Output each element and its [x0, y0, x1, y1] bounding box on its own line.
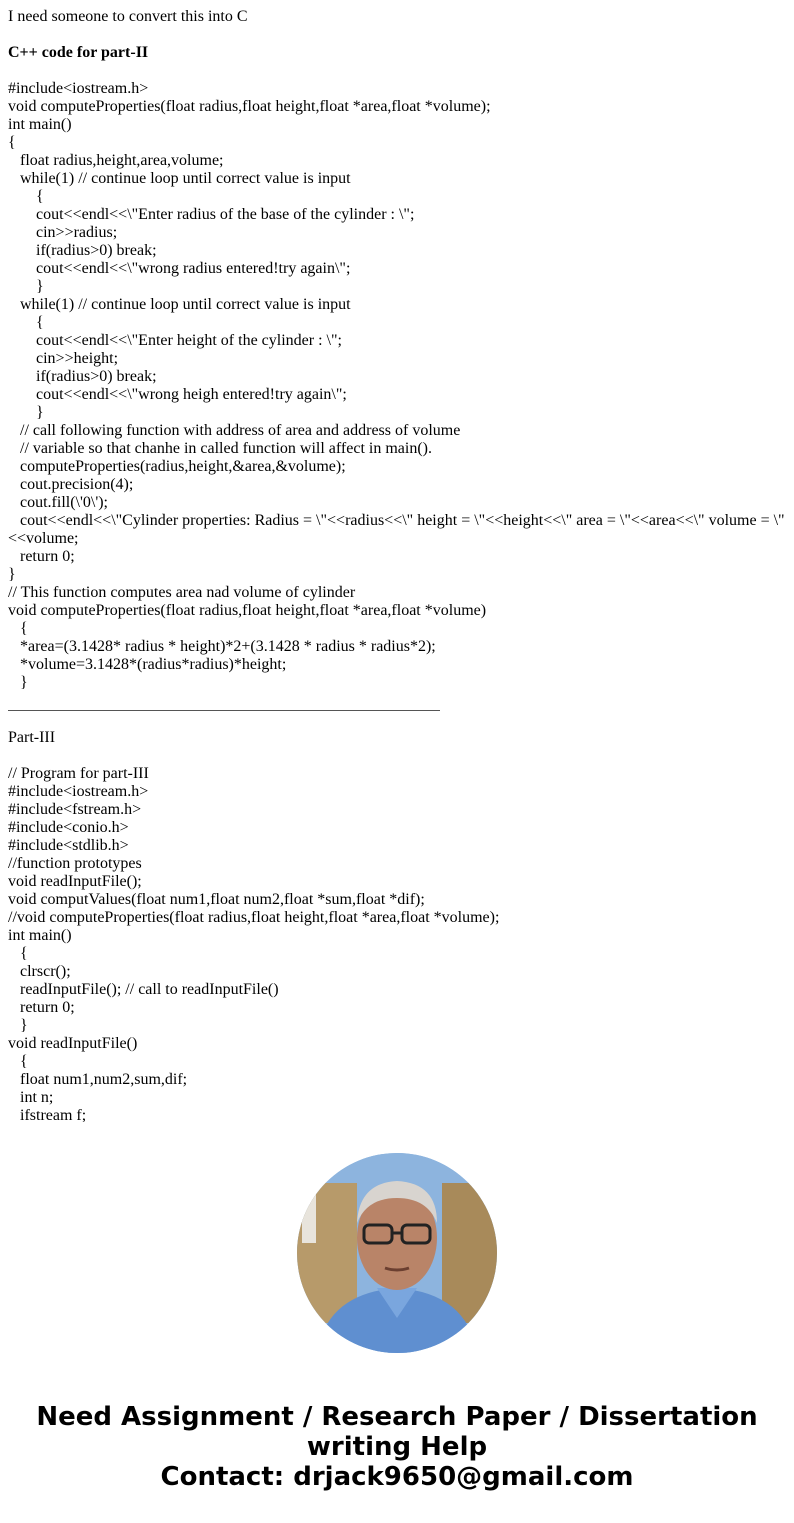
code-line: // call following function with address of area and address of volume — [8, 422, 461, 439]
intro-text: I need someone to convert this into C — [8, 8, 248, 25]
section-heading: C++ code for part-II — [8, 44, 149, 61]
code-line: { — [8, 188, 44, 205]
code-line: #include<stdlib.h> — [8, 837, 129, 854]
code-line: #include<iostream.h> — [8, 783, 149, 800]
footer-banner — [0, 1402, 794, 1492]
code-line: #include<fstream.h> — [8, 801, 142, 818]
code-line: cout<<endl<<\"Enter height of the cylinder : \"; — [8, 332, 342, 349]
code-line: cout<<endl<<\"Cylinder properties: Radius = \"<<radius<<\" height = \"<<height<<\" area = \"<<area<<\" volume = \" — [8, 512, 785, 529]
code-line: float num1,num2,sum,dif; — [8, 1071, 188, 1088]
code-line: if(radius>0) break; — [8, 368, 157, 385]
code-line: *area=(3.1428* radius * height)*2+(3.1428 * radius * radius*2); — [8, 638, 436, 655]
code-line: { — [8, 314, 44, 331]
code-line: #include<conio.h> — [8, 819, 129, 836]
code-line: cout.precision(4); — [8, 476, 134, 493]
code-line: <<volume; — [8, 530, 79, 547]
code-line: } — [8, 1017, 28, 1034]
code-line: // Program for part-III — [8, 765, 149, 782]
footer-contact: Contact: drjack9650@gmail.com — [160, 1462, 634, 1492]
code-line: } — [8, 674, 28, 691]
code-line: cout<<endl<<\"wrong heigh entered!try again\"; — [8, 386, 347, 403]
footer-line-2: writing Help — [306, 1432, 488, 1462]
code-line: if(radius>0) break; — [8, 242, 157, 259]
document-body — [8, 8, 794, 1122]
part3-title: Part-III — [8, 729, 56, 746]
code-line: return 0; — [8, 548, 75, 565]
code-line: { — [8, 1053, 28, 1070]
code-block-part2 — [8, 80, 794, 692]
code-line: clrscr(); — [8, 963, 71, 980]
code-line: //function prototypes — [8, 855, 142, 872]
code-line: { — [8, 620, 28, 637]
author-avatar — [297, 1153, 497, 1353]
code-line: int main() — [8, 116, 72, 133]
code-line: } — [8, 404, 44, 421]
code-line: cout<<endl<<\"Enter radius of the base of the cylinder : \"; — [8, 206, 415, 223]
code-line: // This function computes area nad volume of cylinder — [8, 584, 356, 601]
code-line: int main() — [8, 927, 72, 944]
code-line: int n; — [8, 1089, 54, 1106]
divider — [8, 710, 440, 711]
code-line: float radius,height,area,volume; — [8, 152, 224, 169]
code-line: } — [8, 278, 44, 295]
code-line: #include<iostream.h> — [8, 80, 149, 97]
person-portrait-icon — [297, 1153, 497, 1353]
code-line: cout.fill(\'0\'); — [8, 494, 108, 511]
code-line: readInputFile(); // call to readInputFile() — [8, 981, 279, 998]
code-line: ifstream f; — [8, 1107, 87, 1122]
code-line: //void computeProperties(float radius,float height,float *area,float *volume); — [8, 909, 500, 926]
code-line: // variable so that chanhe in called function will affect in main(). — [8, 440, 432, 457]
code-line: void readInputFile(); — [8, 873, 142, 890]
footer-line-1: Need Assignment / Research Paper / Dissertation — [36, 1402, 758, 1432]
code-line: cout<<endl<<\"wrong radius entered!try again\"; — [8, 260, 351, 277]
code-line: cin>>height; — [8, 350, 119, 367]
code-line: *volume=3.1428*(radius*radius)*height; — [8, 656, 287, 673]
code-line: while(1) // continue loop until correct value is input — [8, 296, 351, 313]
code-line: void computeProperties(float radius,float height,float *area,float *volume) — [8, 602, 487, 619]
code-line: cin>>radius; — [8, 224, 118, 241]
code-line: return 0; — [8, 999, 75, 1016]
code-line: { — [8, 134, 16, 151]
code-line: computeProperties(radius,height,&area,&volume); — [8, 458, 346, 475]
code-line: while(1) // continue loop until correct value is input — [8, 170, 351, 187]
code-line: void computValues(float num1,float num2,float *sum,float *dif); — [8, 891, 425, 908]
code-block-part3 — [8, 765, 794, 1122]
code-line: { — [8, 945, 28, 962]
code-line: void readInputFile() — [8, 1035, 138, 1052]
code-line: } — [8, 566, 16, 583]
code-line: void computeProperties(float radius,float height,float *area,float *volume); — [8, 98, 491, 115]
